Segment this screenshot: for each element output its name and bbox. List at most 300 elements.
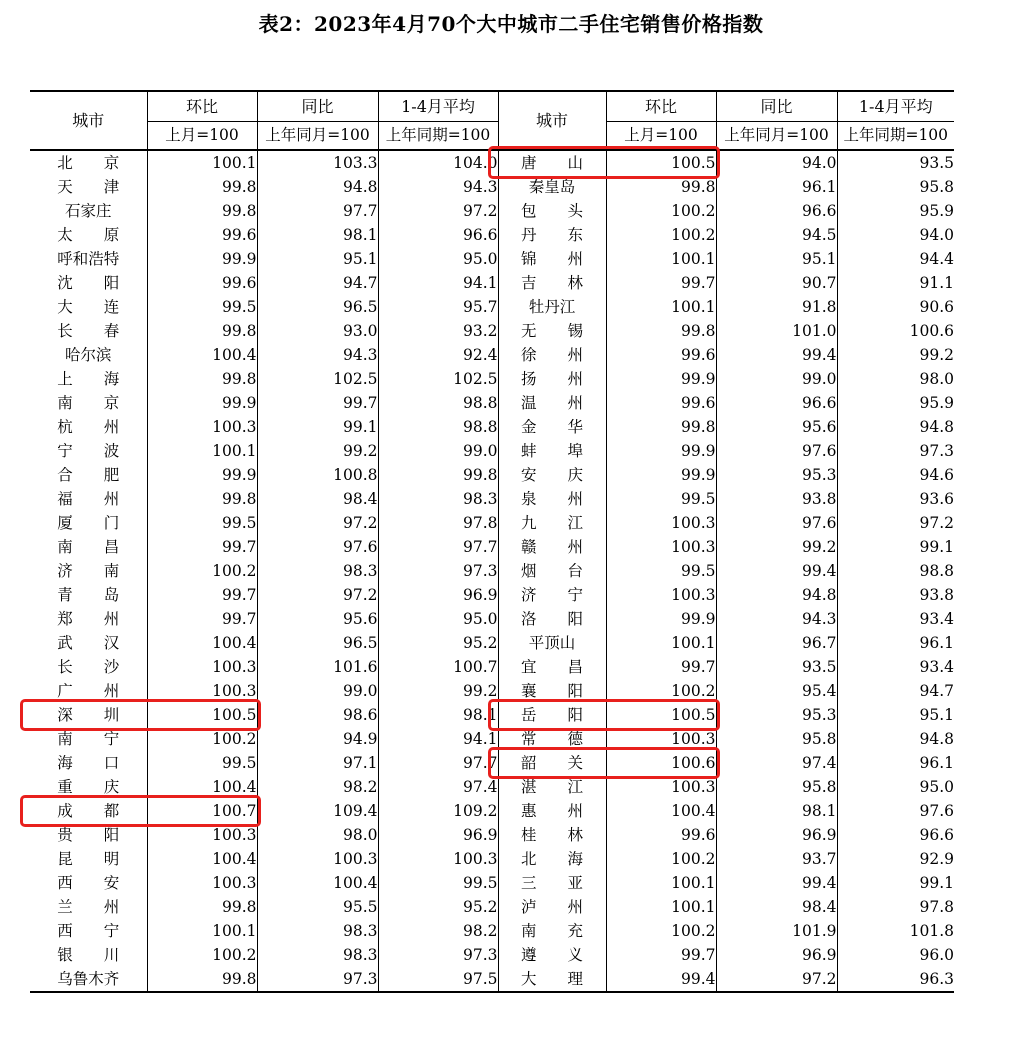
yoy-cell-left: 98.2 [257,775,378,799]
city-cell-right: 平顶山 [498,631,606,655]
avg-cell-right: 93.6 [837,487,954,511]
avg-cell-left: 94.3 [378,175,498,199]
mom-cell-left: 100.1 [147,919,257,943]
table-row [30,319,954,343]
mom-cell-right: 100.1 [606,247,716,271]
mom-cell-right: 99.7 [606,943,716,967]
avg-cell-right: 93.8 [837,583,954,607]
mom-cell-right: 100.1 [606,295,716,319]
city-cell-right: 扬 州 [498,367,606,391]
avg-cell-right: 97.3 [837,439,954,463]
yoy-cell-left: 101.6 [257,655,378,679]
col-header-mom-left: 环比 [147,91,257,122]
city-cell-right: 牡丹江 [498,295,606,319]
city-cell-left: 郑 州 [57,610,120,628]
mom-cell-right: 100.1 [606,871,716,895]
city-cell-right: 温 州 [498,391,606,415]
avg-cell-right: 96.3 [837,967,954,992]
avg-cell-left: 102.5 [378,367,498,391]
avg-cell-right: 94.7 [837,679,954,703]
yoy-cell-left: 98.3 [257,943,378,967]
avg-cell-right: 93.5 [837,150,954,175]
mom-cell-right: 100.3 [606,511,716,535]
avg-cell-left: 94.1 [378,727,498,751]
avg-cell-right: 95.1 [837,703,954,727]
avg-cell-left: 93.2 [378,319,498,343]
city-cell-left: 厦 门 [57,514,120,532]
mom-cell-right: 100.5 [606,150,716,175]
city-cell-right: 济 宁 [498,583,606,607]
avg-cell-left: 100.3 [378,847,498,871]
mom-cell-left: 99.8 [147,319,257,343]
avg-cell-left: 98.8 [378,415,498,439]
avg-cell-left: 97.4 [378,775,498,799]
yoy-cell-left: 96.5 [257,295,378,319]
yoy-cell-left: 95.5 [257,895,378,919]
city-cell-right: 包 头 [498,199,606,223]
city-cell-left: 武 汉 [57,634,120,652]
mom-cell-right: 100.5 [606,703,716,727]
yoy-cell-left: 95.6 [257,607,378,631]
table-row [30,295,954,319]
avg-cell-left: 98.3 [378,487,498,511]
mom-cell-right: 100.3 [606,583,716,607]
city-cell-left: 西 宁 [57,922,120,940]
table-row [30,703,954,727]
table-row [30,150,954,175]
avg-cell-right: 94.6 [837,463,954,487]
col-subheader-avg-left: 上年同期=100 [378,122,498,151]
yoy-cell-left: 97.1 [257,751,378,775]
table-row [30,223,954,247]
yoy-cell-left: 99.7 [257,391,378,415]
avg-cell-right: 96.1 [837,631,954,655]
yoy-cell-right: 101.0 [716,319,837,343]
col-header-avg-left: 1-4月平均 [378,91,498,122]
city-cell-right: 九 江 [498,511,606,535]
price-index-table [30,90,954,993]
table-row [30,463,954,487]
city-cell-right: 蚌 埠 [498,439,606,463]
avg-cell-left: 97.5 [378,967,498,992]
mom-cell-right: 99.9 [606,439,716,463]
city-cell-left: 兰 州 [57,898,120,916]
avg-cell-left: 95.2 [378,631,498,655]
city-cell-left: 北 京 [57,154,120,172]
col-header-avg-right: 1-4月平均 [837,91,954,122]
avg-cell-right: 96.0 [837,943,954,967]
avg-cell-right: 94.0 [837,223,954,247]
yoy-cell-right: 99.0 [716,367,837,391]
avg-cell-left: 99.5 [378,871,498,895]
yoy-cell-left: 98.3 [257,559,378,583]
avg-cell-left: 104.0 [378,150,498,175]
city-cell-left: 长 春 [57,322,120,340]
city-cell-right: 丹 东 [498,223,606,247]
mom-cell-left: 99.8 [147,967,257,992]
city-cell-left: 呼和浩特 [57,250,120,268]
mom-cell-left: 99.8 [147,487,257,511]
avg-cell-right: 92.9 [837,847,954,871]
mom-cell-left: 99.6 [147,271,257,295]
avg-cell-right: 96.1 [837,751,954,775]
mom-cell-left: 100.4 [147,847,257,871]
mom-cell-right: 99.9 [606,367,716,391]
yoy-cell-right: 97.6 [716,511,837,535]
city-cell-left: 海 口 [57,754,120,772]
city-cell-right: 吉 林 [498,271,606,295]
city-cell-left: 广 州 [57,682,120,700]
city-cell-right: 唐 山 [498,150,606,175]
yoy-cell-right: 95.8 [716,727,837,751]
table-row [30,439,954,463]
avg-cell-right: 94.8 [837,415,954,439]
yoy-cell-left: 98.0 [257,823,378,847]
city-cell-right: 徐 州 [498,343,606,367]
yoy-cell-right: 95.1 [716,247,837,271]
avg-cell-left: 99.8 [378,463,498,487]
city-cell-left: 南 宁 [57,730,120,748]
avg-cell-left: 99.0 [378,439,498,463]
table-row [30,511,954,535]
table-row [30,751,954,775]
city-cell-left: 银 川 [57,946,120,964]
city-cell-left: 杭 州 [57,418,120,436]
city-cell-left: 深 圳 [57,706,120,724]
yoy-cell-right: 94.0 [716,150,837,175]
table-row [30,559,954,583]
city-cell-left: 福 州 [57,490,120,508]
table-row [30,943,954,967]
yoy-cell-right: 93.7 [716,847,837,871]
avg-cell-left: 97.7 [378,751,498,775]
yoy-cell-left: 97.2 [257,583,378,607]
city-cell-right: 遵 义 [498,943,606,967]
yoy-cell-right: 99.4 [716,343,837,367]
avg-cell-left: 109.2 [378,799,498,823]
yoy-cell-right: 94.5 [716,223,837,247]
mom-cell-right: 100.3 [606,535,716,559]
city-cell-right: 泸 州 [498,895,606,919]
col-subheader-yoy-right: 上年同月=100 [716,122,837,151]
mom-cell-right: 99.6 [606,343,716,367]
city-cell-left: 南 京 [57,394,120,412]
city-cell-right: 安 庆 [498,463,606,487]
avg-cell-right: 90.6 [837,295,954,319]
city-cell-left: 青 岛 [57,586,120,604]
yoy-cell-left: 94.3 [257,343,378,367]
yoy-cell-right: 96.6 [716,199,837,223]
city-cell-left: 西 安 [57,874,120,892]
mom-cell-left: 99.9 [147,247,257,271]
yoy-cell-right: 99.4 [716,871,837,895]
mom-cell-right: 99.9 [606,463,716,487]
table-row [30,655,954,679]
avg-cell-left: 95.0 [378,247,498,271]
avg-cell-left: 95.2 [378,895,498,919]
yoy-cell-right: 98.1 [716,799,837,823]
yoy-cell-left: 98.1 [257,223,378,247]
mom-cell-right: 99.8 [606,175,716,199]
table-row [30,775,954,799]
table-row [30,967,954,992]
avg-cell-right: 95.8 [837,175,954,199]
city-cell-right: 岳 阳 [498,703,606,727]
city-cell-right: 宜 昌 [498,655,606,679]
city-cell-left: 济 南 [57,562,120,580]
city-cell-right: 襄 阳 [498,679,606,703]
yoy-cell-right: 96.6 [716,391,837,415]
city-cell-left: 成 都 [57,802,120,820]
mom-cell-left: 99.6 [147,223,257,247]
table-row [30,919,954,943]
mom-cell-right: 100.2 [606,919,716,943]
yoy-cell-left: 97.7 [257,199,378,223]
yoy-cell-left: 93.0 [257,319,378,343]
col-header-yoy-left: 同比 [257,91,378,122]
table-row [30,415,954,439]
yoy-cell-right: 93.5 [716,655,837,679]
yoy-cell-left: 102.5 [257,367,378,391]
avg-cell-left: 95.7 [378,295,498,319]
table-row [30,487,954,511]
yoy-cell-left: 109.4 [257,799,378,823]
city-cell-left: 太 原 [57,226,120,244]
avg-cell-left: 98.1 [378,703,498,727]
table-row [30,175,954,199]
mom-cell-left: 99.7 [147,607,257,631]
table-header [30,91,954,150]
yoy-cell-left: 99.0 [257,679,378,703]
avg-cell-left: 96.9 [378,823,498,847]
city-cell-right: 北 海 [498,847,606,871]
avg-cell-left: 99.2 [378,679,498,703]
mom-cell-left: 99.5 [147,295,257,319]
col-header-yoy-right: 同比 [716,91,837,122]
table-row [30,247,954,271]
yoy-cell-left: 94.8 [257,175,378,199]
avg-cell-right: 98.8 [837,559,954,583]
mom-cell-right: 99.4 [606,967,716,992]
mom-cell-right: 99.7 [606,271,716,295]
city-cell-right: 金 华 [498,415,606,439]
mom-cell-left: 99.9 [147,463,257,487]
city-cell-left: 昆 明 [57,850,120,868]
mom-cell-left: 100.1 [147,150,257,175]
table-row [30,583,954,607]
city-cell-left: 沈 阳 [57,274,120,292]
mom-cell-left: 100.7 [147,799,257,823]
avg-cell-right: 95.9 [837,199,954,223]
city-cell-left: 石家庄 [64,202,112,220]
city-cell-left: 宁 波 [57,442,120,460]
yoy-cell-right: 99.4 [716,559,837,583]
yoy-cell-left: 98.6 [257,703,378,727]
yoy-cell-right: 96.9 [716,823,837,847]
city-cell-left: 天 津 [57,178,120,196]
yoy-cell-left: 99.1 [257,415,378,439]
yoy-cell-left: 98.3 [257,919,378,943]
table-row [30,727,954,751]
mom-cell-left: 100.4 [147,631,257,655]
mom-cell-right: 100.3 [606,775,716,799]
avg-cell-right: 98.0 [837,367,954,391]
city-cell-right: 秦皇岛 [498,175,606,199]
yoy-cell-right: 95.6 [716,415,837,439]
avg-cell-left: 97.7 [378,535,498,559]
mom-cell-left: 100.3 [147,823,257,847]
avg-cell-right: 96.6 [837,823,954,847]
col-subheader-avg-right: 上年同期=100 [837,122,954,151]
yoy-cell-left: 98.4 [257,487,378,511]
avg-cell-left: 95.0 [378,607,498,631]
avg-cell-right: 94.4 [837,247,954,271]
mom-cell-right: 100.2 [606,223,716,247]
city-cell-left: 重 庆 [57,778,120,796]
table-row [30,343,954,367]
yoy-cell-right: 96.7 [716,631,837,655]
yoy-cell-right: 94.8 [716,583,837,607]
avg-cell-right: 100.6 [837,319,954,343]
yoy-cell-right: 97.6 [716,439,837,463]
avg-cell-right: 99.1 [837,871,954,895]
mom-cell-left: 99.9 [147,391,257,415]
table-row [30,799,954,823]
avg-cell-left: 94.1 [378,271,498,295]
yoy-cell-left: 96.5 [257,631,378,655]
table-row [30,847,954,871]
yoy-cell-right: 97.2 [716,967,837,992]
city-cell-left: 长 沙 [57,658,120,676]
city-cell-left: 大 连 [57,298,120,316]
table-body [30,150,954,992]
mom-cell-right: 99.5 [606,559,716,583]
avg-cell-right: 91.1 [837,271,954,295]
avg-cell-right: 95.0 [837,775,954,799]
table-row [30,871,954,895]
yoy-cell-right: 93.8 [716,487,837,511]
city-cell-right: 三 亚 [498,871,606,895]
city-cell-right: 大 理 [498,967,606,992]
avg-cell-left: 96.6 [378,223,498,247]
mom-cell-left: 100.4 [147,775,257,799]
city-cell-right: 湛 江 [498,775,606,799]
city-cell-right: 韶 关 [498,751,606,775]
yoy-cell-right: 90.7 [716,271,837,295]
mom-cell-left: 100.4 [147,343,257,367]
city-cell-left: 乌鲁木齐 [57,970,120,988]
yoy-cell-left: 97.3 [257,967,378,992]
page-title: 表2：2023年4月70个大中城市二手住宅销售价格指数 [258,12,764,36]
table-row [30,391,954,415]
table-row [30,679,954,703]
col-subheader-mom-left: 上月=100 [147,122,257,151]
col-header-city-left: 城市 [30,91,147,150]
yoy-cell-right: 96.1 [716,175,837,199]
yoy-cell-right: 99.2 [716,535,837,559]
mom-cell-right: 99.6 [606,391,716,415]
yoy-cell-right: 98.4 [716,895,837,919]
yoy-cell-right: 95.8 [716,775,837,799]
mom-cell-left: 99.8 [147,367,257,391]
mom-cell-left: 99.7 [147,535,257,559]
city-cell-right: 泉 州 [498,487,606,511]
col-header-city-right: 城市 [498,91,606,150]
table-row [30,631,954,655]
mom-cell-right: 100.1 [606,631,716,655]
city-cell-left: 贵 阳 [57,826,120,844]
avg-cell-left: 96.9 [378,583,498,607]
city-cell-right: 惠 州 [498,799,606,823]
mom-cell-left: 100.1 [147,439,257,463]
yoy-cell-right: 91.8 [716,295,837,319]
yoy-cell-right: 97.4 [716,751,837,775]
avg-cell-right: 99.1 [837,535,954,559]
mom-cell-left: 100.3 [147,871,257,895]
avg-cell-right: 99.2 [837,343,954,367]
mom-cell-right: 99.8 [606,415,716,439]
yoy-cell-right: 101.9 [716,919,837,943]
yoy-cell-right: 94.3 [716,607,837,631]
avg-cell-left: 92.4 [378,343,498,367]
yoy-cell-left: 103.3 [257,150,378,175]
yoy-cell-left: 100.3 [257,847,378,871]
mom-cell-right: 99.7 [606,655,716,679]
mom-cell-left: 100.3 [147,415,257,439]
city-cell-right: 常 德 [498,727,606,751]
avg-cell-left: 97.3 [378,943,498,967]
mom-cell-left: 99.5 [147,751,257,775]
avg-cell-right: 101.8 [837,919,954,943]
mom-cell-right: 100.1 [606,895,716,919]
avg-cell-left: 97.2 [378,199,498,223]
city-cell-left: 哈尔滨 [64,346,112,364]
yoy-cell-right: 95.3 [716,463,837,487]
avg-cell-left: 98.2 [378,919,498,943]
avg-cell-right: 94.8 [837,727,954,751]
mom-cell-left: 100.3 [147,679,257,703]
yoy-cell-left: 97.6 [257,535,378,559]
mom-cell-right: 99.9 [606,607,716,631]
yoy-cell-left: 95.1 [257,247,378,271]
avg-cell-left: 98.8 [378,391,498,415]
mom-cell-left: 100.2 [147,943,257,967]
avg-cell-left: 100.7 [378,655,498,679]
mom-cell-left: 100.2 [147,727,257,751]
city-cell-left: 南 昌 [57,538,120,556]
avg-cell-right: 97.6 [837,799,954,823]
table-row [30,535,954,559]
yoy-cell-left: 94.7 [257,271,378,295]
table-row [30,895,954,919]
avg-cell-right: 93.4 [837,607,954,631]
mom-cell-right: 99.8 [606,319,716,343]
yoy-cell-left: 99.2 [257,439,378,463]
col-subheader-mom-right: 上月=100 [606,122,716,151]
yoy-cell-right: 96.9 [716,943,837,967]
mom-cell-left: 99.8 [147,199,257,223]
mom-cell-right: 100.6 [606,751,716,775]
yoy-cell-left: 100.8 [257,463,378,487]
city-cell-left: 合 肥 [57,466,120,484]
yoy-cell-right: 95.3 [716,703,837,727]
mom-cell-right: 99.5 [606,487,716,511]
table-row [30,271,954,295]
col-subheader-yoy-left: 上年同月=100 [257,122,378,151]
col-header-mom-right: 环比 [606,91,716,122]
mom-cell-left: 100.2 [147,559,257,583]
mom-cell-right: 100.2 [606,847,716,871]
